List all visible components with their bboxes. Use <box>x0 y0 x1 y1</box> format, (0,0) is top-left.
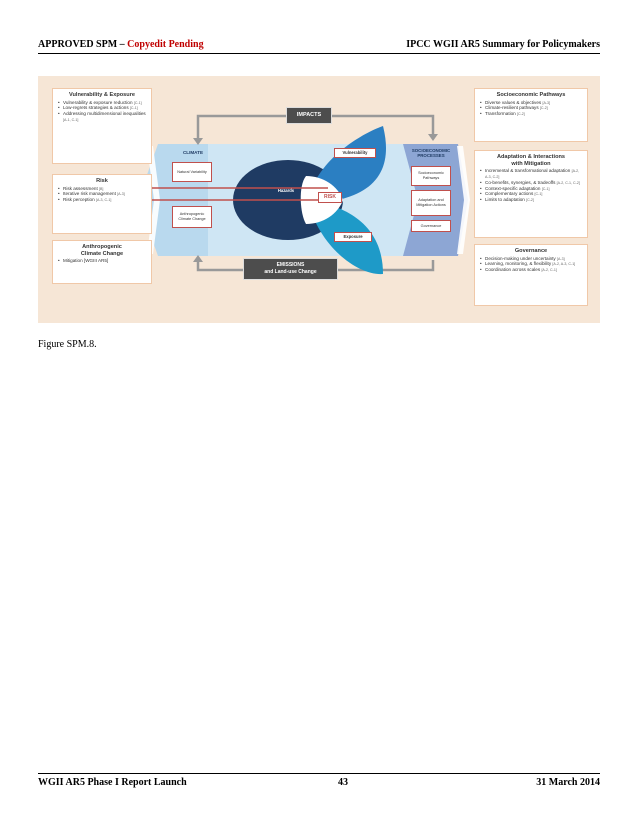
box-vuln-title: Vulnerability & Exposure <box>68 92 135 98</box>
climate-label: CLIMATE <box>182 150 204 155</box>
natural-variability-box: Natural Variability <box>172 162 212 182</box>
list-item: • Risk assessment [B] <box>63 186 147 192</box>
footer-rule <box>38 773 600 774</box>
box-risk <box>52 174 152 234</box>
footer-left: WGII AR5 Phase I Report Launch <box>38 777 187 788</box>
impacts-label: IMPACTS <box>286 107 332 124</box>
figure-spm8 <box>38 76 600 323</box>
exposure-label: Exposure <box>334 232 372 242</box>
socio-processes-label <box>406 148 456 158</box>
emissions-arrow-left <box>198 260 243 270</box>
box-vuln-list <box>57 100 147 123</box>
list-item: • Context-specific adaptation [C-1] <box>485 186 583 192</box>
list-item: • Limits to adaptation [C-2] <box>485 197 583 203</box>
list-item: • Vulnerability & exposure reduction [C-1] <box>63 100 147 106</box>
list-item: • Low-regrets strategies & actions [C-1] <box>63 105 147 111</box>
list-item: • Mitigation [WGIII AR5] <box>63 258 147 264</box>
hazards-label: Hazards <box>277 188 295 193</box>
box-adaptation-list <box>479 168 583 202</box>
socio-processes-line-2: PROCESSES <box>417 153 445 158</box>
socio-processes-line-1: SOCIOECONOMIC <box>411 148 451 153</box>
impacts-arrow-left <box>198 116 286 140</box>
list-item: • Co-benefits, synergies, & tradeoffs [A-2, C-1, C-2] <box>485 180 583 186</box>
list-item: • Incremental & transformational adaptation [A-2, A-3, C-2] <box>485 168 583 179</box>
header-pending: Copyedit Pending <box>127 39 204 50</box>
governance-small-box: Governance <box>411 220 451 232</box>
box-governance-list <box>479 256 583 273</box>
list-item: • Complementary actions [C-1] <box>485 191 583 197</box>
adaptation-actions-box: Adaptation and Mitigation Actions <box>411 190 451 216</box>
list-item: • Addressing multidimensional inequalities [A-1, C-1] <box>63 111 147 122</box>
box-anthro-title-2: Climate Change <box>80 250 124 257</box>
box-risk-list <box>57 186 147 203</box>
risk-label: RISK <box>318 192 342 203</box>
list-item: • Learning, monitoring, & flexibility [A-2, A-3, C-1] <box>485 261 583 267</box>
header-approved: APPROVED SPM – <box>38 39 125 50</box>
emissions-line-1: EMISSIONS <box>276 262 305 268</box>
page-number: 43 <box>338 777 348 788</box>
emissions-line-2: and Land-use Change <box>264 268 317 275</box>
list-item: • Decision-making under uncertainty [A-3] <box>485 256 583 262</box>
header-rule <box>38 53 600 54</box>
box-anthropogenic <box>52 240 152 284</box>
socio-pathways-box: Socioeconomic Pathways <box>411 166 451 186</box>
figure-caption: Figure SPM.8. <box>38 339 97 350</box>
footer-date: 31 March 2014 <box>536 777 600 788</box>
vulnerability-label: Vulnerability <box>334 148 376 158</box>
box-risk-title: Risk <box>96 178 108 184</box>
list-item: • Risk perception [A-3, C-1] <box>63 197 147 203</box>
box-adaptation-title-2: with Mitigation <box>511 160 551 167</box>
header-right: IPCC WGII AR5 Summary for Policymakers <box>406 39 600 50</box>
list-item: • Coordination across scales [A-2, C-1] <box>485 267 583 273</box>
box-governance <box>474 244 588 306</box>
box-adaptation-title-1: Adaptation & Interactions <box>496 154 566 160</box>
list-item: • Iterative risk management [A-3] <box>63 191 147 197</box>
emissions-label <box>243 258 338 280</box>
list-item: • Transformation [C-2] <box>485 111 583 117</box>
list-item: • Climate-resilient pathways [C-2] <box>485 105 583 111</box>
box-socioeconomic-pathways <box>474 88 588 142</box>
box-anthro-title-1: Anthropogenic <box>82 244 122 250</box>
box-anthro-list <box>57 258 147 264</box>
box-pathways-title: Socioeconomic Pathways <box>496 92 566 98</box>
box-governance-title: Governance <box>514 248 548 254</box>
box-pathways-list <box>479 100 583 117</box>
box-adaptation-mitigation <box>474 150 588 238</box>
anthropogenic-cc-box: Anthropogenic Climate Change <box>172 206 212 228</box>
list-item: • Diverse values & objectives [A-3] <box>485 100 583 106</box>
header-left <box>38 39 204 50</box>
box-vulnerability-exposure <box>52 88 152 164</box>
